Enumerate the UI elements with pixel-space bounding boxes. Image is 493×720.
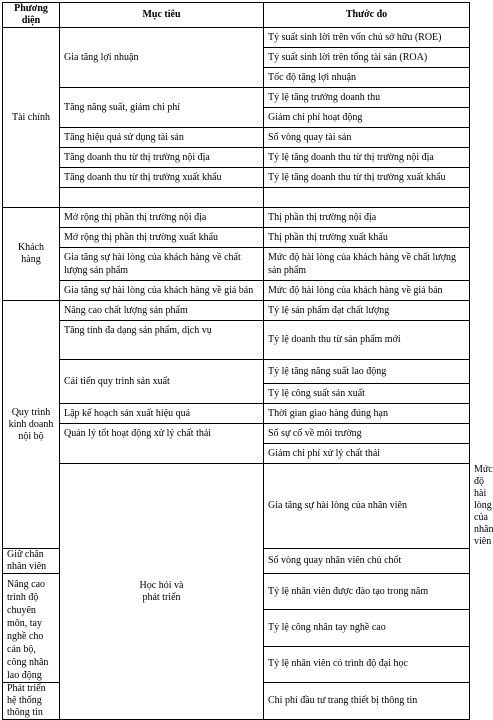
- objective-cell: Gia tăng sự hài lòng của khách hàng về giá bán: [60, 281, 264, 301]
- dimension-customer: [3, 208, 60, 301]
- measure-cell: Tỷ lệ tăng doanh thu từ thị trường nội địa: [264, 148, 470, 168]
- header-dimension: Phương diện: [3, 3, 60, 28]
- measure-cell: Thời gian giao hàng đúng hạn: [264, 404, 470, 424]
- objective-cell: Mở rộng thị phần thị trường nội địa: [60, 208, 264, 228]
- measure-cell: Số vòng quay tài sản: [264, 128, 470, 148]
- measure-cell: Tỷ lệ tăng năng suất lao động: [264, 360, 470, 384]
- measure-cell: Tỷ lệ tăng doanh thu từ thị trường xuất khẩu: [264, 168, 470, 188]
- dimension-label-line: phát triển: [142, 591, 181, 603]
- table-row: [3, 281, 470, 301]
- measure-cell: Tỷ lệ tăng trưởng doanh thu: [264, 88, 470, 108]
- objective-cell: Tăng doanh thu từ thị trường xuất khẩu: [60, 168, 264, 188]
- objective-cell: Tăng năng suất, giảm chi phí: [60, 88, 264, 128]
- measure-cell: Mức độ hài lòng của khách hàng về chất lượng sản phẩm: [264, 248, 470, 281]
- dimension-label-line: Khách hàng: [17, 242, 45, 265]
- objective-cell: Nâng cao chất lượng sản phẩm: [60, 301, 264, 321]
- dimension-learning-growth: [60, 464, 264, 720]
- dimension-label-line: Tài chính: [11, 111, 51, 123]
- objective-cell: Tăng hiệu quả sử dụng tài sản: [60, 128, 264, 148]
- measure-cell: Chi phí đầu tư trang thiết bị thông tin: [264, 683, 470, 720]
- objective-cell: Gia tăng sự hài lòng của khách hàng về chất lượng sản phẩm: [60, 248, 264, 281]
- measure-cell: Số vòng quay nhân viên chủ chốt: [264, 549, 470, 574]
- empty-cell: [60, 188, 264, 208]
- measure-cell: Tỷ lệ sản phẩm đạt chất lượng: [264, 301, 470, 321]
- objective-cell: Cải tiến quy trình sản xuất: [60, 360, 264, 404]
- header-measure: Thước đo: [264, 3, 470, 28]
- dimension-internal-process: [3, 301, 60, 549]
- measure-cell: Tỷ lệ công nhân tay nghề cao: [264, 610, 470, 646]
- measure-cell: Tỷ suất sinh lời trên tổng tài sản (ROA): [264, 48, 470, 68]
- measure-cell: Tỷ lệ công suất sản xuất: [264, 384, 470, 404]
- objective-cell: Giữ chân nhân viên: [3, 549, 60, 574]
- objective-cell: Tăng doanh thu từ thị trường nội địa: [60, 148, 264, 168]
- table-row: [3, 168, 470, 188]
- objective-cell: Nâng cao trình độ chuyên môn, tay nghề cho cán bộ, công nhân lao động: [3, 574, 60, 683]
- table-row: [3, 148, 470, 168]
- table-row: Học hỏi và phát triển Gia tăng sự hài lòng của nhân viên Mức độ hài lòng của nhân viên: [3, 464, 470, 549]
- measure-cell: Tỷ lệ doanh thu từ sản phẩm mới: [264, 321, 470, 360]
- header-objective: Mục tiêu: [60, 3, 264, 28]
- dimension-label-line: Học hỏi và: [139, 579, 184, 591]
- table-row: [3, 248, 470, 281]
- objective-cell: Quản lý tốt hoạt động xử lý chất thải: [60, 424, 264, 464]
- empty-cell: [264, 188, 470, 208]
- measure-cell: Tốc độ tăng lợi nhuận: [264, 68, 470, 88]
- objective-cell: Gia tăng lợi nhuận: [60, 28, 264, 88]
- objective-cell: Phát triển hệ thống thông tin: [3, 683, 60, 720]
- objective-cell: Gia tăng sự hài lòng của nhân viên: [264, 464, 470, 549]
- objective-cell: Tăng tính đa dạng sản phẩm, dịch vụ: [60, 321, 264, 360]
- objective-cell: Mở rộng thị phần thị trường xuất khẩu: [60, 228, 264, 248]
- balanced-scorecard-table: [2, 2, 493, 720]
- measure-cell: Tỷ lệ nhân viên được đào tạo trong năm: [264, 574, 470, 610]
- measure-cell: Tỷ lệ nhân viên có trình độ đại học: [264, 646, 470, 682]
- table-row: [3, 88, 470, 108]
- table-row: [3, 228, 470, 248]
- table-row: [3, 28, 470, 48]
- objective-cell: Lập kế hoạch sản xuất hiệu quả: [60, 404, 264, 424]
- table-row: [3, 208, 470, 228]
- table-row: [3, 188, 470, 208]
- header-row: [3, 3, 470, 28]
- measure-cell: Số sự cố về môi trường: [264, 424, 470, 444]
- table-row: [3, 424, 470, 444]
- table-row: [3, 321, 470, 360]
- measure-cell: Mức độ hài lòng của khách hàng về giá bán: [264, 281, 470, 301]
- measure-cell: Tỷ suất sinh lời trên vốn chủ sở hữu (ROE): [264, 28, 470, 48]
- dimension-finance: [3, 28, 60, 208]
- table-row: [3, 128, 470, 148]
- measure-cell: Thị phần thị trường nội địa: [264, 208, 470, 228]
- table-row: [3, 404, 470, 424]
- dimension-label-line: kinh doanh: [8, 418, 54, 430]
- measure-cell: Giảm chi phí xử lý chất thải: [264, 444, 470, 464]
- table-row: [3, 301, 470, 321]
- dimension-label-line: Quy trình: [11, 406, 51, 418]
- table-row: [3, 360, 470, 384]
- measure-cell: Thị phần thị trường xuất khẩu: [264, 228, 470, 248]
- measure-cell: Giảm chi phí hoạt động: [264, 108, 470, 128]
- dimension-label-line: nội bộ: [18, 430, 44, 442]
